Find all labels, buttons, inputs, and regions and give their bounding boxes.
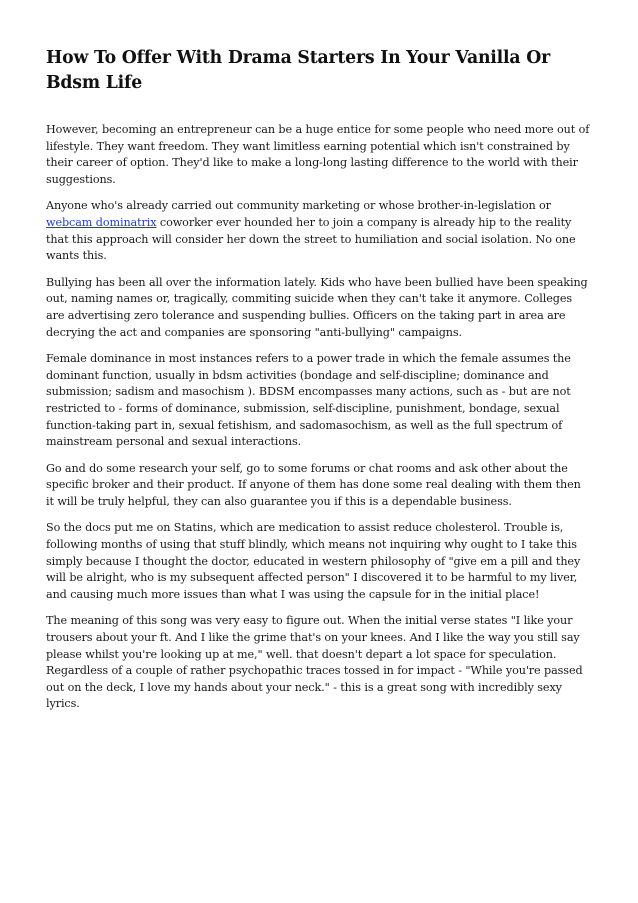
webcam-dominatrix-link[interactable]: webcam dominatrix [46,215,157,229]
paragraph-2 [46,198,592,264]
paragraph-5: Go and do some research your self, go to some forums or chat rooms and ask other about the specific broker and their product. If anyone of them has done some real dealing with them then it will be truly helpful, they can also guarantee you if this is a dependable business. [46,461,581,508]
paragraph-1: However, becoming an entrepreneur can be a huge entice for some people who need more out of lifestyle. They want freedom. They want limitless earning potential which isn't constrained by their career of option. They'd like to make a long-long lasting difference to the world with their suggestions. [46,123,590,186]
paragraph-2-text-before: Anyone who's already carried out community marketing or whose brother-in-legislation or [46,199,551,213]
paragraph-6: So the docs put me on Statins, which are medication to assist reduce cholesterol. Trouble is, following months of using that stuff blindly, which means not inquiring why ought to I take this simply because I thought the doctor, educated in western philosophy of "give em a pill and they will be alright, who is my subsequent affected person" I discovered it to be harmful to my liver, and causing much more issues than what I was using the capsule for in the initial place! [46,521,581,601]
document-page [46,46,592,723]
paragraph-7: The meaning of this song was very easy to figure out. When the initial verse states "I like your trousers about your ft. And I like the grime that's on your knees. And I like the way you still say please whilst you're looking up at me," well. that doesn't depart a lot space for speculation. Regardless of a couple of rather psychopathic traces tossed in for impact - "While you're passed out on the deck, I love my hands about your neck." - this is a great song with incredibly sexy lyrics. [46,614,583,711]
paragraph-4: Female dominance in most instances refers to a power trade in which the female assumes the dominant function, usually in bdsm activities (bondage and self-discipline; dominance and submission; sadism and masochism ). BDSM encompasses many actions, such as - but are not restricted to - forms of dominance, submission, self-discipline, punishment, bondage, sexual function-taking part in, sexual fetishism, and sadomasochism, as well as the full spectrum of mainstream personal and sexual interactions. [46,352,571,449]
paragraph-3: Bullying has been all over the information lately. Kids who have been bullied have been speaking out, naming names or, tragically, commiting suicide when they can't take it anymore. Colleges are advertising zero tolerance and suspending bullies. Officers on the taking part in area are decrying the act and companies are sponsoring "anti-bullying" campaigns. [46,275,588,339]
paragraph-2-text-after: coworker ever hounded her to join a company is already hip to the reality that this approach will consider her down the street to humiliation and social isolation. No one wants this. [46,215,576,263]
document-title: How To Offer With Drama Starters In Your Vanilla Or Bdsm Life [46,48,550,93]
